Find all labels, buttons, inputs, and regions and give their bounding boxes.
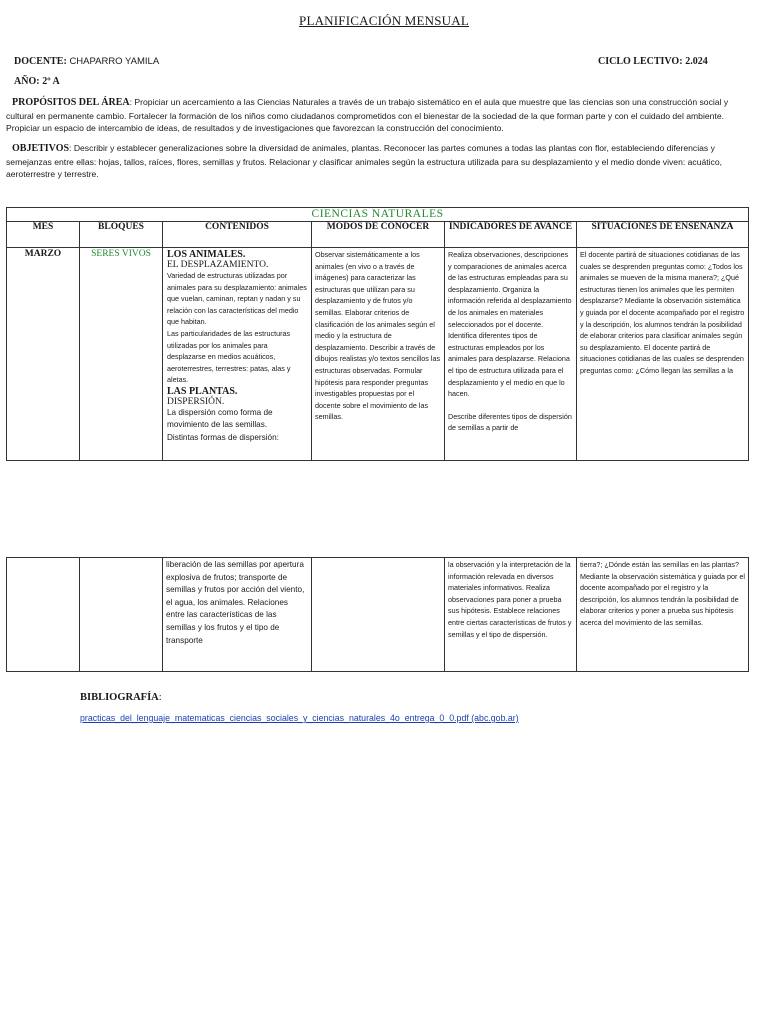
ciclo-value: 2.024 [685,56,708,67]
mes-cell: MARZO [7,248,80,461]
table-row [7,558,749,672]
header-indicadores: INDICADORES DE AVANCE [445,222,577,248]
docente-label: DOCENTE [14,56,64,67]
objetivos-paragraph [6,142,744,181]
indicadores-text: Describe diferentes tipos de dispersión de semillas a partir de [448,411,572,433]
bibliografia-heading [80,692,162,703]
table-row [7,248,749,461]
anio-label: AÑO [14,76,37,87]
propositos-label: PROPÓSITOS DEL ÁREA [12,97,130,108]
header-modos: MODOS DE CONOCER [312,222,445,248]
ciclo-label: CICLO LECTIVO [598,56,680,67]
indicadores-cell [445,248,577,461]
docente-line: DOCENTE: CHAPARRO YAMILA [14,56,160,67]
anio-line: AÑO: 2º A [14,76,60,87]
contenidos-text: La dispersión como forma de movimiento de las semillas. [167,407,273,430]
contenidos-heading-animales: LOS ANIMALES. [167,249,246,260]
propositos-text: : Propiciar un acercamiento a las Ciencias Naturales a través de un trabajo sistemático en el aula que muestre que las ciencias son una construcción social y cultural en permanente cambio. Fortalecer la formación de los niños como ciudadanos comprometidos con el bienestar de la sociedad de la que forman parte y con el cuidado del ambiente. Propiciar un espacio de intercambio de ideas, de resultados y de investigaciones que favorezcan la construcción del conocimiento. [6,97,729,134]
header-bloques: BLOQUES [80,222,163,248]
situaciones-cell: tierra?; ¿Dónde están las semillas en las plantas? Mediante la observación sistemática y guiada por el docente acompañado por el registro y la descripción, los alumnos tendrán la posibilidad de elaborar criterios y poner a prueba sus hipótesis acerca del movimiento de las semillas. [577,558,749,672]
propositos-paragraph [6,96,744,135]
objetivos-label: OBJETIVOS [12,143,70,154]
objetivos-text: : Describir y establecer generalizaciones sobre la diversidad de animales, plantas. Reconocer las partes comunes a todas las plantas con flor, estableciendo diferencias y semejanzas entre ellas: hojas, tallos, raíces, flores, semillas y frutos. Relacionar y clasificar animales según la estructura utilizada para su desplazamiento y el medio donde viven: acuático, aeroterrestre y terrestre. [6,143,723,180]
contenidos-cell [163,248,312,461]
bibliografia-label: BIBLIOGRAFÍA [80,692,159,703]
planning-table-continued [6,557,749,672]
situaciones-cell: El docente partirá de situaciones cotidianas de las cuales se desprenden preguntas como: ¿Todos los animales se mueven de la misma manera?; ¿Qué estructuras tienen los animales que les permiten desplazarse? Mediante la observación sistemática y guiada por el docente acompañado por el registro y la descripción, los alumnos tendrán la posibilidad de elaborar criterios para clasificar animales según su desplazamiento. El docente partirá de situaciones cotidianas de las cuales se desprenden preguntas como: ¿Cómo llegan las semillas a la [577,248,749,461]
contenidos-cell: liberación de las semillas por apertura explosiva de frutos; transporte de semillas y frutos por acción del viento, el agua, los animales. Relaciones entre las características de las semillas y los frutos y el tipo de transporte [163,558,312,672]
anio-value: 2º A [42,76,60,87]
ciclo-line: CICLO LECTIVO: 2.024 [598,56,708,67]
planning-table [6,207,749,461]
indicadores-cell: la observación y la interpretación de la información relevada en diversos materiales informativos. Realiza observaciones para poner a prueba sus hipótesis. Establece relaciones entre ciertas características de frutos y semillas y el tipo de dispersión. [445,558,577,672]
header-contenidos: CONTENIDOS [163,222,312,248]
mes-cell [7,558,80,672]
area-title: CIENCIAS NATURALES [7,208,749,222]
contenidos-text: Las particularidades de las estructuras utilizadas por los animales para desplazarse en medios acuáticos, aeroterrestres, terrestres: patas, alas y aletas. [167,328,291,385]
contenidos-heading-plantas: LAS PLANTAS. [167,385,238,397]
bibliografia-colon: : [158,692,162,703]
contenidos-heading-desplazamiento: EL DESPLAZAMIENTO. [167,260,269,270]
docente-value: CHAPARRO YAMILA [69,56,160,67]
bibliografia-link[interactable]: practicas_del_lenguaje_matematicas_ciencias_sociales_y_ciencias_naturales_4o_entrega_0_0.pdf (abc.gob.ar) [80,713,519,723]
bloque-cell [80,558,163,672]
header-situaciones: SITUACIONES DE ENSEÑANZA [577,222,749,248]
contenidos-text: Variedad de estructuras utilizadas por animales para su desplazamiento: animales que vuelan, caminan, reptan y nadan y su relación con las características del medio que habitan. [167,271,307,327]
page-title: PLANIFICACIÓN MENSUAL [299,13,469,28]
bloque-cell: SERES VIVOS [80,248,163,461]
contenidos-text: Distintas formas de dispersión: [167,432,279,442]
modos-cell: Observar sistemáticamente a los animales (en vivo o a través de imágenes) para caracterizar las estructuras que utilizan para su desplazamiento y de frutos y/o semillas. Elaborar criterios de clasificación de los animales según el medio y la estructura de desplazamiento. Describir a través de dibujos realistas y/o textos sencillos las estructuras observadas. Formular hipótesis para responder preguntas investigables propuestas por el docente sobre el movimiento de las semillas. [312,248,445,461]
indicadores-text: Realiza observaciones, descripciones y comparaciones de animales acerca de las estructuras empleadas para su desplazamiento. Organiza la información referida al desplazamiento de los animales en materiales seleccionados por el docente. Identifica diferentes tipos de estructuras empleados por los animales para desplazarse. Relaciona el tipo de estructura utilizada para el desplazamiento y el medio en que lo hacen. [448,250,572,399]
contenidos-heading-dispersion: DISPERSIÓN. [167,396,225,407]
modos-cell [312,558,445,672]
header-mes: MES [7,222,80,248]
